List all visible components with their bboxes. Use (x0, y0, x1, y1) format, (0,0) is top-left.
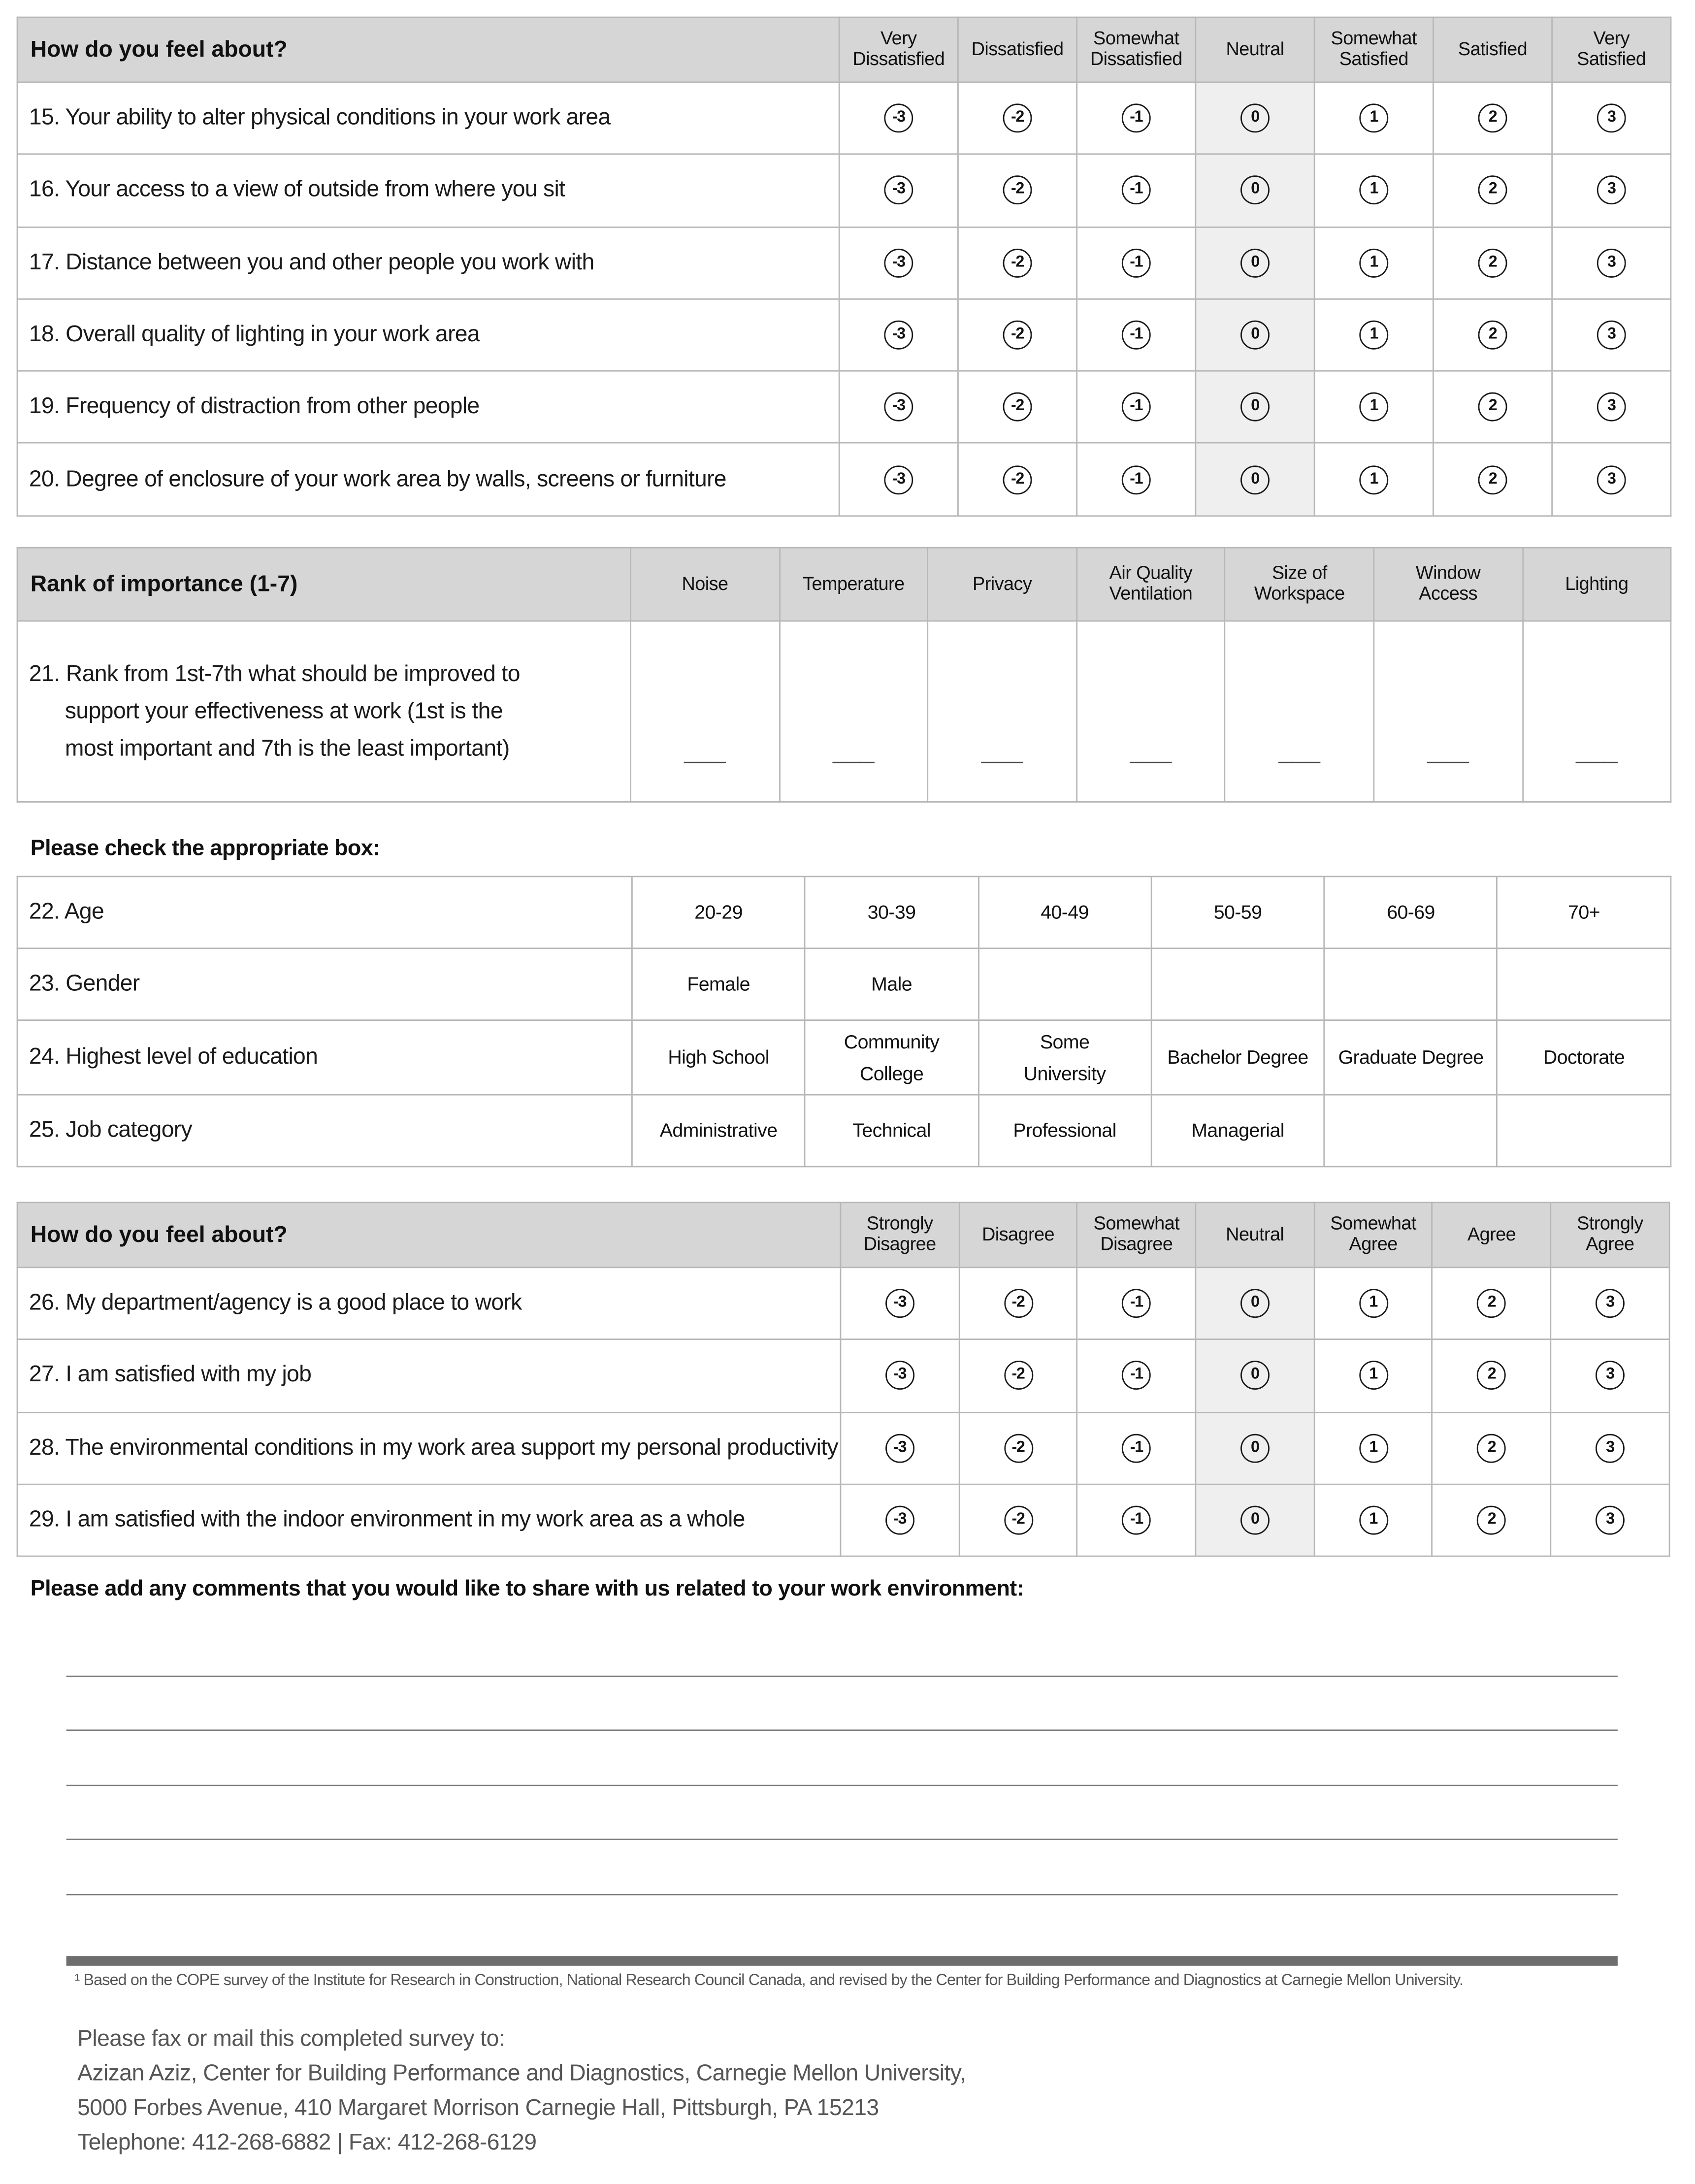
rating-cell (839, 299, 958, 371)
rating-option-0[interactable]: 0 (1240, 465, 1270, 494)
rating-option--3[interactable]: -3 (884, 248, 913, 277)
column-header-disagree: Disagree (959, 1203, 1077, 1268)
rank-column-privacy: Privacy (928, 548, 1076, 621)
option-box[interactable]: 40-49 (978, 877, 1151, 948)
option-box[interactable]: Graduate Degree (1324, 1020, 1497, 1095)
contact-line: Please fax or mail this completed survey to: (77, 2026, 505, 2052)
rating-option-0[interactable]: 0 (1240, 1361, 1270, 1390)
rating-option-0[interactable]: 0 (1240, 176, 1270, 205)
rank-question-line: 21. Rank from 1st-7th what should be improved to (29, 661, 520, 686)
rank-question-row (17, 621, 1671, 802)
rating-cell (1077, 1339, 1196, 1412)
rating-option-3[interactable]: 3 (1597, 248, 1626, 277)
satisfaction-title: How do you feel about? (17, 17, 839, 82)
rating-cell (959, 1412, 1077, 1484)
rating-cell (1077, 299, 1196, 371)
option-box[interactable]: Professional (978, 1095, 1151, 1167)
empty-box (1151, 948, 1324, 1020)
demographic-question: 22. Age (17, 877, 632, 948)
rating-cell (1552, 82, 1671, 155)
empty-box (1498, 1095, 1670, 1167)
rating-cell (841, 1412, 959, 1484)
contact-line: Azizan Aziz, Center for Building Performance and Diagnostics, Carnegie Mellon University, (77, 2061, 966, 2086)
rating-option--1[interactable]: -1 (1122, 321, 1151, 350)
rating-option-0[interactable]: 0 (1240, 248, 1270, 277)
rating-option--2[interactable]: -2 (1004, 1434, 1033, 1463)
rating-cell (1077, 155, 1196, 227)
rating-option-2[interactable]: 2 (1477, 1361, 1506, 1390)
rating-option-1[interactable]: 1 (1359, 393, 1388, 422)
demographic-question: 25. Job category (17, 1095, 632, 1167)
rating-option-3[interactable]: 3 (1597, 104, 1626, 133)
rating-cell (1552, 299, 1671, 371)
rating-option-3[interactable]: 3 (1596, 1289, 1625, 1318)
comment-line[interactable] (66, 1894, 1618, 1895)
rating-option-2[interactable]: 2 (1477, 1289, 1506, 1318)
rating-cell (958, 371, 1076, 444)
rating-option-2[interactable]: 2 (1477, 1434, 1506, 1463)
rating-cell (1196, 299, 1314, 371)
rating-option--1[interactable]: -1 (1122, 465, 1151, 494)
column-header-very-dissatisfied: Very Dissatisfied (839, 17, 958, 82)
rating-cell (841, 1268, 959, 1340)
rating-option--1[interactable]: -1 (1122, 1289, 1151, 1318)
option-box[interactable]: 30-39 (805, 877, 978, 948)
rank-column-size-of-workspace: Size of Workspace (1225, 548, 1374, 621)
rating-option--3[interactable]: -3 (885, 1506, 914, 1535)
option-box[interactable]: 70+ (1498, 877, 1670, 948)
option-box[interactable]: Administrative (632, 1095, 805, 1167)
rating-cell (1551, 1339, 1669, 1412)
rating-cell (958, 443, 1076, 516)
comment-line[interactable] (66, 1676, 1618, 1677)
comment-line[interactable] (66, 1785, 1618, 1786)
rating-option--2[interactable]: -2 (1003, 321, 1032, 350)
rating-cell (1314, 1268, 1432, 1340)
rating-option--2[interactable]: -2 (1003, 393, 1032, 422)
rating-cell (1077, 227, 1196, 299)
rating-cell (839, 371, 958, 444)
rating-option--3[interactable]: -3 (885, 1361, 914, 1390)
empty-box (1324, 1095, 1497, 1167)
rank-input[interactable]: ___ (928, 621, 1076, 802)
column-header-strongly-agree: Strongly Agree (1551, 1203, 1669, 1268)
column-header-somewhat-satisfied: Somewhat Satisfied (1314, 17, 1433, 82)
rating-option-1[interactable]: 1 (1359, 321, 1388, 350)
question-label: 17. Distance between you and other people you work with (17, 227, 839, 299)
rating-cell (1077, 82, 1196, 155)
rating-option--1[interactable]: -1 (1122, 1434, 1151, 1463)
rank-question-line: most important and 7th is the least important) (65, 735, 510, 761)
agreement-row (17, 1268, 1669, 1340)
column-header-very-satisfied: Very Satisfied (1552, 17, 1671, 82)
rating-cell (1314, 1412, 1432, 1484)
rating-option--2[interactable]: -2 (1003, 104, 1032, 133)
rank-question-line: support your effectiveness at work (1st is the (65, 698, 503, 723)
rating-cell (1433, 227, 1552, 299)
rank-input[interactable]: ___ (631, 621, 780, 802)
rating-cell (839, 227, 958, 299)
rating-option--2[interactable]: -2 (1004, 1506, 1033, 1535)
option-box[interactable]: 60-69 (1324, 877, 1497, 948)
rating-option-0[interactable]: 0 (1240, 393, 1270, 422)
contact-line: Telephone: 412-268-6882 | Fax: 412-268-6129 (77, 2130, 537, 2155)
rating-cell (1314, 443, 1433, 516)
rating-cell (1551, 1268, 1669, 1340)
option-box[interactable]: Doctorate (1498, 1020, 1670, 1095)
agreement-row (17, 1339, 1669, 1412)
satisfaction-row (17, 443, 1671, 516)
rank-column-air-quality-ventilation: Air Quality Ventilation (1076, 548, 1225, 621)
rating-cell (1077, 1484, 1196, 1557)
rating-cell (1314, 1484, 1432, 1557)
rating-option--3[interactable]: -3 (884, 104, 913, 133)
comment-line[interactable] (66, 1729, 1618, 1731)
rating-cell (1196, 82, 1314, 155)
rating-cell (1077, 443, 1196, 516)
demographic-row (17, 948, 1670, 1020)
rating-cell (1551, 1484, 1669, 1557)
comments-label: Please add any comments that you would like to share with us related to your work environment: (30, 1577, 1024, 1601)
rank-input[interactable]: ___ (1374, 621, 1523, 802)
rating-cell (1314, 227, 1433, 299)
column-header-somewhat-dissatisfied: Somewhat Dissatisfied (1077, 17, 1196, 82)
agreement-header-row (17, 1203, 1669, 1268)
rating-cell (1552, 155, 1671, 227)
rating-option-1[interactable]: 1 (1359, 1434, 1388, 1463)
rank-column-temperature: Temperature (779, 548, 928, 621)
rating-cell (1314, 299, 1433, 371)
rating-cell (839, 443, 958, 516)
rating-option-2[interactable]: 2 (1478, 393, 1507, 422)
contact-info (77, 2022, 966, 2161)
rating-option-2[interactable]: 2 (1477, 1506, 1506, 1535)
empty-box (1498, 948, 1670, 1020)
option-box[interactable]: Managerial (1151, 1095, 1324, 1167)
demographic-row (17, 1095, 1670, 1167)
rating-cell (1552, 443, 1671, 516)
rating-option--2[interactable]: -2 (1003, 248, 1032, 277)
column-header-dissatisfied: Dissatisfied (958, 17, 1076, 82)
rank-title: Rank of importance (1-7) (17, 548, 631, 621)
satisfaction-row (17, 155, 1671, 227)
demographics-table (17, 876, 1671, 1167)
rating-option--3[interactable]: -3 (884, 393, 913, 422)
rating-option-2[interactable]: 2 (1478, 104, 1507, 133)
option-box[interactable]: Technical (805, 1095, 978, 1167)
option-box[interactable]: 20-29 (632, 877, 805, 948)
rating-option--3[interactable]: -3 (885, 1289, 914, 1318)
satisfaction-row (17, 371, 1671, 444)
rating-cell (1196, 227, 1314, 299)
rating-cell (958, 82, 1076, 155)
question-label: 19. Frequency of distraction from other people (17, 371, 839, 444)
satisfaction-table (17, 17, 1672, 517)
rating-cell (959, 1484, 1077, 1557)
rating-option-2[interactable]: 2 (1478, 465, 1507, 494)
column-header-satisfied: Satisfied (1433, 17, 1552, 82)
empty-box (1324, 948, 1497, 1020)
rating-option-3[interactable]: 3 (1596, 1361, 1625, 1390)
demographic-row (17, 877, 1670, 948)
rating-cell (1433, 371, 1552, 444)
rating-option-0[interactable]: 0 (1240, 1289, 1270, 1318)
demographic-question: 23. Gender (17, 948, 632, 1020)
rating-cell (1551, 1412, 1669, 1484)
rank-input[interactable]: ___ (1523, 621, 1671, 802)
rating-option--3[interactable]: -3 (884, 465, 913, 494)
rating-cell (1433, 82, 1552, 155)
rating-option-3[interactable]: 3 (1597, 465, 1626, 494)
rating-option--2[interactable]: -2 (1004, 1289, 1033, 1318)
rank-column-lighting: Lighting (1523, 548, 1671, 621)
option-box[interactable]: Female (632, 948, 805, 1020)
rating-option--1[interactable]: -1 (1122, 1361, 1151, 1390)
rating-cell (1314, 1339, 1432, 1412)
rating-cell (1196, 1484, 1314, 1557)
question-label: 27. I am satisfied with my job (17, 1339, 841, 1412)
rating-option-1[interactable]: 1 (1359, 176, 1388, 205)
option-box[interactable]: Male (805, 948, 978, 1020)
rating-cell (839, 82, 958, 155)
option-box[interactable]: Community College (805, 1020, 978, 1095)
rating-cell (959, 1339, 1077, 1412)
rating-cell (1196, 155, 1314, 227)
agreement-row (17, 1412, 1669, 1484)
demographic-question: 24. Highest level of education (17, 1020, 632, 1095)
rating-cell (1196, 443, 1314, 516)
satisfaction-row (17, 82, 1671, 155)
question-label: 26. My department/agency is a good place to work (17, 1268, 841, 1340)
rating-cell (1196, 1268, 1314, 1340)
rating-cell (1077, 371, 1196, 444)
rating-cell (1314, 155, 1433, 227)
rating-option--1[interactable]: -1 (1122, 248, 1151, 277)
rating-option--1[interactable]: -1 (1122, 104, 1151, 133)
column-header-somewhat-agree: Somewhat Agree (1314, 1203, 1432, 1268)
question-label: 16. Your access to a view of outside from where you sit (17, 155, 839, 227)
question-label: 18. Overall quality of lighting in your work area (17, 299, 839, 371)
rating-option--3[interactable]: -3 (884, 176, 913, 205)
empty-box (978, 948, 1151, 1020)
rating-option-0[interactable]: 0 (1240, 104, 1270, 133)
rank-table (17, 547, 1672, 803)
rating-option--1[interactable]: -1 (1122, 1506, 1151, 1535)
rating-cell (958, 227, 1076, 299)
question-label: 20. Degree of enclosure of your work area by walls, screens or furniture (17, 443, 839, 516)
footnote: ¹ Based on the COPE survey of the Institute for Research in Construction, National Research Council Canada, and revised by the Center for Building Performance and Diagnostics at Carnegie Mellon University. (74, 1972, 1464, 1989)
rating-option-1[interactable]: 1 (1359, 1361, 1388, 1390)
rating-option-3[interactable]: 3 (1597, 321, 1626, 350)
rating-option-2[interactable]: 2 (1478, 176, 1507, 205)
rank-input[interactable]: ___ (1076, 621, 1225, 802)
contact-line: 5000 Forbes Avenue, 410 Margaret Morrison Carnegie Hall, Pittsburgh, PA 15213 (77, 2095, 879, 2120)
rank-question (17, 621, 631, 802)
rank-input[interactable]: ___ (779, 621, 928, 802)
rating-option--2[interactable]: -2 (1003, 176, 1032, 205)
rating-option-1[interactable]: 1 (1359, 465, 1388, 494)
rating-cell (1196, 1412, 1314, 1484)
column-header-agree: Agree (1433, 1203, 1551, 1268)
rank-input[interactable]: ___ (1225, 621, 1374, 802)
rating-cell (1552, 371, 1671, 444)
rating-cell (1077, 1412, 1196, 1484)
rating-option--2[interactable]: -2 (1003, 465, 1032, 494)
option-box[interactable]: 50-59 (1151, 877, 1324, 948)
rating-option--3[interactable]: -3 (884, 321, 913, 350)
rating-option-2[interactable]: 2 (1478, 248, 1507, 277)
rating-option-3[interactable]: 3 (1597, 176, 1626, 205)
column-header-strongly-disagree: Strongly Disagree (841, 1203, 959, 1268)
rating-cell (1552, 227, 1671, 299)
checkbox-label: Please check the appropriate box: (30, 837, 380, 861)
satisfaction-row (17, 227, 1671, 299)
rating-cell (1433, 443, 1552, 516)
rating-cell (1433, 1412, 1551, 1484)
rating-option--2[interactable]: -2 (1004, 1361, 1033, 1390)
rating-cell (1433, 1484, 1551, 1557)
rating-cell (1433, 299, 1552, 371)
rating-cell (1077, 1268, 1196, 1340)
rating-cell (1196, 371, 1314, 444)
agreement-table (17, 1202, 1670, 1557)
satisfaction-header-row (17, 17, 1671, 82)
rating-cell (841, 1484, 959, 1557)
rating-option-0[interactable]: 0 (1240, 1506, 1270, 1535)
rank-header-row (17, 548, 1671, 621)
rating-option-2[interactable]: 2 (1478, 321, 1507, 350)
rating-option-0[interactable]: 0 (1240, 1434, 1270, 1463)
rating-cell (1314, 82, 1433, 155)
rating-option--1[interactable]: -1 (1122, 393, 1151, 422)
question-label: 15. Your ability to alter physical conditions in your work area (17, 82, 839, 155)
rating-option-3[interactable]: 3 (1596, 1434, 1625, 1463)
rating-option-1[interactable]: 1 (1359, 248, 1388, 277)
column-header-somewhat-disagree: Somewhat Disagree (1077, 1203, 1196, 1268)
rating-cell (841, 1339, 959, 1412)
rating-option-1[interactable]: 1 (1359, 104, 1388, 133)
rating-cell (958, 155, 1076, 227)
satisfaction-row (17, 299, 1671, 371)
rating-cell (1433, 1268, 1551, 1340)
agreement-row (17, 1484, 1669, 1557)
rating-option-1[interactable]: 1 (1359, 1289, 1388, 1318)
rating-option-0[interactable]: 0 (1240, 321, 1270, 350)
rating-option--3[interactable]: -3 (885, 1434, 914, 1463)
rating-cell (839, 155, 958, 227)
rank-column-window-access: Window Access (1374, 548, 1523, 621)
rating-cell (1314, 371, 1433, 444)
option-box[interactable]: Some University (978, 1020, 1151, 1095)
agreement-title: How do you feel about? (17, 1203, 841, 1268)
question-label: 28. The environmental conditions in my work area support my personal productivity (17, 1412, 841, 1484)
option-box[interactable]: High School (632, 1020, 805, 1095)
rating-cell (959, 1268, 1077, 1340)
rating-cell (1433, 1339, 1551, 1412)
rating-option-1[interactable]: 1 (1359, 1506, 1388, 1535)
column-header-neutral: Neutral (1196, 1203, 1314, 1268)
rating-option-3[interactable]: 3 (1597, 393, 1626, 422)
rating-cell (1433, 155, 1552, 227)
question-label: 29. I am satisfied with the indoor environment in my work area as a whole (17, 1484, 841, 1557)
comment-line[interactable] (66, 1839, 1618, 1840)
rating-option--1[interactable]: -1 (1122, 176, 1151, 205)
rating-cell (1196, 1339, 1314, 1412)
footer-divider (66, 1956, 1618, 1966)
column-header-neutral: Neutral (1196, 17, 1314, 82)
rating-option-3[interactable]: 3 (1596, 1506, 1625, 1535)
demographic-row (17, 1020, 1670, 1095)
rank-column-noise: Noise (631, 548, 780, 621)
option-box[interactable]: Bachelor Degree (1151, 1020, 1324, 1095)
rating-cell (958, 299, 1076, 371)
